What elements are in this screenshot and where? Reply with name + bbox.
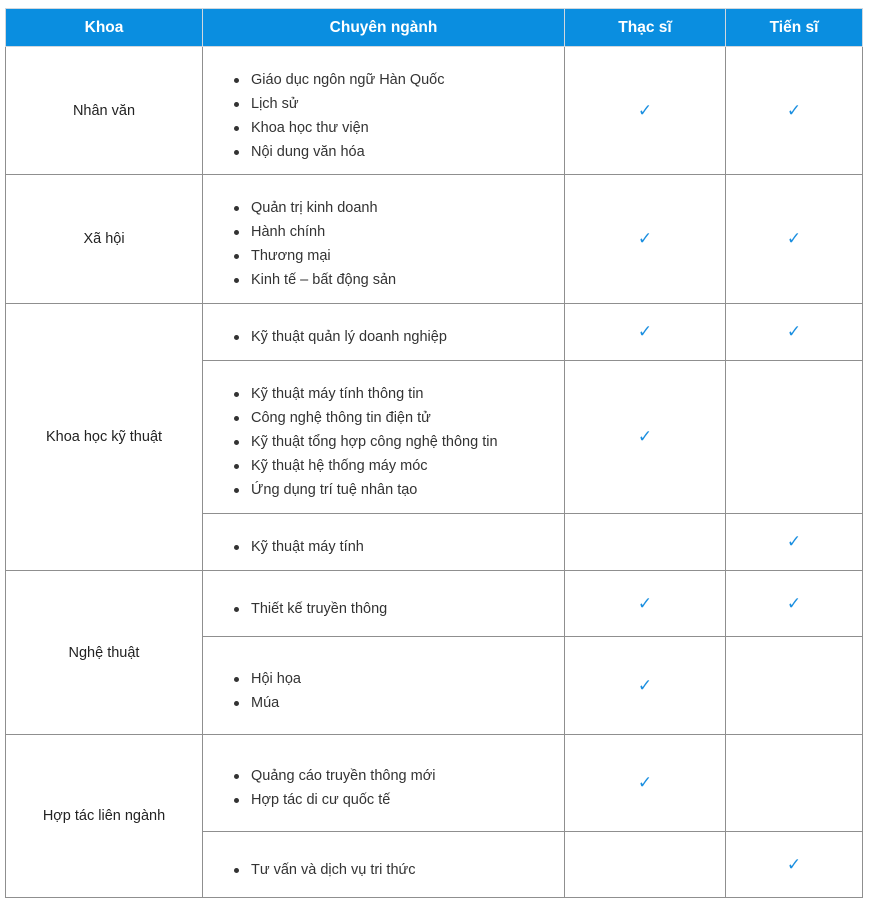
table-row bbox=[6, 304, 863, 361]
majors-list bbox=[203, 858, 564, 882]
major-item: Ứng dụng trí tuệ nhân tạo bbox=[232, 478, 564, 502]
master-cell bbox=[565, 47, 726, 175]
doctor-cell bbox=[726, 47, 863, 175]
major-item: Thiết kế truyền thông bbox=[232, 597, 564, 621]
checkmark-icon: ✓ bbox=[637, 427, 653, 447]
checkmark-icon: ✓ bbox=[786, 229, 802, 249]
majors-cell bbox=[203, 514, 565, 571]
checkmark-icon: ✓ bbox=[637, 675, 653, 696]
majors-list bbox=[203, 667, 564, 715]
major-item: Lịch sử bbox=[232, 92, 564, 116]
checkmark-icon: ✓ bbox=[637, 100, 653, 121]
major-item: Quản trị kinh doanh bbox=[232, 196, 564, 220]
department-name: Hợp tác liên ngành bbox=[6, 735, 203, 898]
checkmark-icon: ✓ bbox=[637, 593, 653, 614]
major-item: Kỹ thuật hệ thống máy móc bbox=[232, 454, 564, 478]
majors-list bbox=[203, 325, 564, 349]
doctor-cell bbox=[726, 304, 863, 361]
header-row bbox=[6, 9, 863, 47]
major-item: Thương mại bbox=[232, 244, 564, 268]
doctor-cell bbox=[726, 735, 863, 832]
doctor-cell bbox=[726, 361, 863, 514]
master-cell bbox=[565, 514, 726, 571]
master-cell bbox=[565, 637, 726, 735]
major-item: Kỹ thuật tổng hợp công nghệ thông tin bbox=[232, 430, 564, 454]
doctor-cell bbox=[726, 832, 863, 898]
majors-cell bbox=[203, 304, 565, 361]
doctor-cell bbox=[726, 637, 863, 735]
majors-cell bbox=[203, 735, 565, 832]
department-name: Nghệ thuật bbox=[6, 571, 203, 735]
majors-cell bbox=[203, 47, 565, 175]
major-item: Kỹ thuật quản lý doanh nghiệp bbox=[232, 325, 564, 349]
table-header bbox=[6, 9, 863, 47]
checkmark-icon: ✓ bbox=[786, 322, 802, 342]
majors-list bbox=[203, 68, 564, 164]
major-item: Hội họa bbox=[232, 667, 564, 691]
major-item: Hành chính bbox=[232, 220, 564, 244]
header-doctor: Tiến sĩ bbox=[726, 9, 863, 47]
checkmark-icon: ✓ bbox=[786, 854, 802, 875]
department-name: Khoa học kỹ thuật bbox=[6, 304, 203, 571]
majors-cell bbox=[203, 571, 565, 637]
master-cell bbox=[565, 571, 726, 637]
table-row bbox=[6, 735, 863, 832]
major-item: Kinh tế – bất động sản bbox=[232, 268, 564, 292]
majors-list bbox=[203, 382, 564, 502]
major-item: Hợp tác di cư quốc tế bbox=[232, 788, 564, 812]
majors-list bbox=[203, 597, 564, 621]
doctor-cell bbox=[726, 175, 863, 304]
major-item: Kỹ thuật máy tính thông tin bbox=[232, 382, 564, 406]
majors-cell bbox=[203, 637, 565, 735]
master-cell bbox=[565, 304, 726, 361]
checkmark-icon: ✓ bbox=[786, 532, 802, 552]
table-row bbox=[6, 571, 863, 637]
doctor-cell bbox=[726, 514, 863, 571]
header-department: Khoa bbox=[6, 9, 203, 47]
programs-table bbox=[5, 8, 863, 898]
header-master: Thạc sĩ bbox=[565, 9, 726, 47]
header-major: Chuyên ngành bbox=[203, 9, 565, 47]
majors-list bbox=[203, 764, 564, 812]
major-item: Khoa học thư viện bbox=[232, 116, 564, 140]
master-cell bbox=[565, 361, 726, 514]
checkmark-icon: ✓ bbox=[637, 229, 653, 249]
table-body bbox=[6, 47, 863, 898]
department-name: Nhân văn bbox=[6, 47, 203, 175]
major-item: Kỹ thuật máy tính bbox=[232, 535, 564, 559]
majors-list bbox=[203, 535, 564, 559]
major-item: Múa bbox=[232, 691, 564, 715]
majors-cell bbox=[203, 175, 565, 304]
major-item: Quảng cáo truyền thông mới bbox=[232, 764, 564, 788]
major-item: Công nghệ thông tin điện tử bbox=[232, 406, 564, 430]
master-cell bbox=[565, 832, 726, 898]
master-cell bbox=[565, 735, 726, 832]
table-row bbox=[6, 47, 863, 175]
majors-cell bbox=[203, 361, 565, 514]
majors-cell bbox=[203, 832, 565, 898]
checkmark-icon: ✓ bbox=[637, 773, 653, 793]
checkmark-icon: ✓ bbox=[786, 100, 802, 121]
checkmark-icon: ✓ bbox=[637, 322, 653, 342]
major-item: Giáo dục ngôn ngữ Hàn Quốc bbox=[232, 68, 564, 92]
doctor-cell bbox=[726, 571, 863, 637]
table-row bbox=[6, 175, 863, 304]
checkmark-icon: ✓ bbox=[786, 593, 802, 614]
department-name: Xã hội bbox=[6, 175, 203, 304]
majors-list bbox=[203, 196, 564, 292]
master-cell bbox=[565, 175, 726, 304]
major-item: Tư vấn và dịch vụ tri thức bbox=[232, 858, 564, 882]
major-item: Nội dung văn hóa bbox=[232, 140, 564, 164]
